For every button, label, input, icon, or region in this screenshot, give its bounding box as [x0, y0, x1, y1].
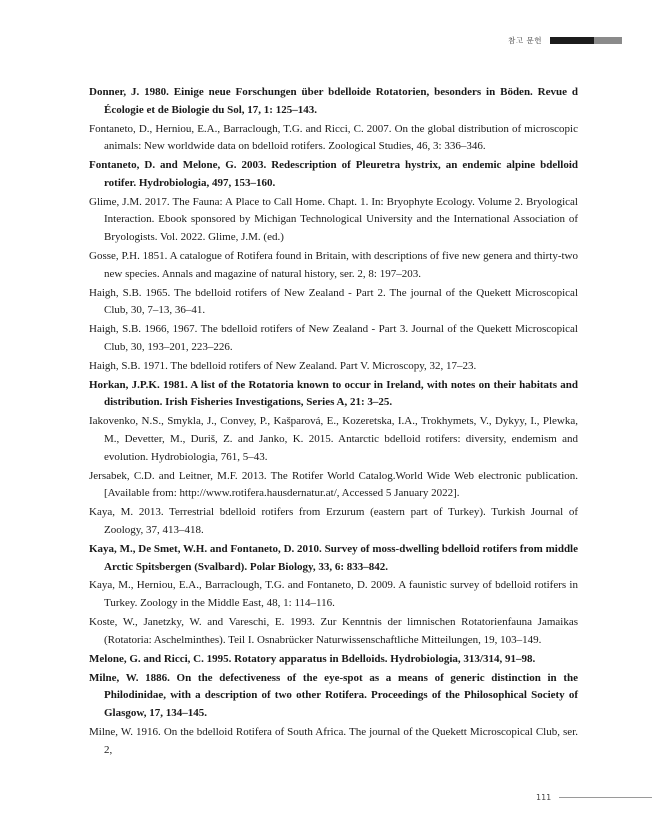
reference-item: Milne, W. 1916. On the bdelloid Rotifera of South Africa. The journal of the Quekett Microscopical Club, ser. 2, [89, 725, 578, 756]
reference-item: Fontaneto, D. and Melone, G. 2003. Redescription of Pleuretra hystrix, an endemic alpine bdelloid rotifer. Hydrobiologia, 497, 153–160. [89, 159, 578, 189]
reference-item: Jersabek, C.D. and Leitner, M.F. 2013. The Rotifer World Catalog.World Wide Web electronic publication. [Available from: http://www.rotifera.hausdernatur.at/, Accessed 5 January 2022]. [89, 469, 578, 500]
reference-list [89, 84, 578, 760]
header-bar-dark [550, 37, 594, 44]
footer-rule [559, 797, 652, 798]
reference-item: Donner, J. 1980. Einige neue Forschungen über bdelloide Rotatorien, besonders in Böden. Revue d Écologie et de Biologie du Sol, 17, 1: 125–143. [89, 86, 578, 116]
reference-item: Haigh, S.B. 1971. The bdelloid rotifers of New Zealand. Part V. Microscopy, 32, 17–23. [89, 359, 477, 372]
section-label: 참고 문헌 [508, 35, 542, 45]
reference-item: Fontaneto, D., Herniou, E.A., Barraclough, T.G. and Ricci, C. 2007. On the global distribution of microscopic animals: New worldwide data on bdelloid rotifers. Zoological Studies, 46, 3: 336–346. [89, 122, 578, 153]
reference-item: Horkan, J.P.K. 1981. A list of the Rotatoria known to occur in Ireland, with notes on their habitats and distribution. Irish Fisheries Investigations, Series A, 21: 3–25. [89, 378, 578, 409]
page-footer [536, 790, 652, 804]
reference-item: Gosse, P.H. 1851. A catalogue of Rotifera found in Britain, with descriptions of five new genera and thirty-two new species. Annals and magazine of natural history, ser. 2, 8: 197–203. [89, 250, 578, 280]
reference-item: Glime, J.M. 2017. The Fauna: A Place to Call Home. Chapt. 1. In: Bryophyte Ecology. Volume 2. Bryological Interaction. Ebook sponsored by Michigan Technological University and the International Association of Bryologists. Vol. 2022. Glime, J.M. (ed.) [89, 195, 578, 244]
reference-item: Haigh, S.B. 1965. The bdelloid rotifers of New Zealand - Part 2. The journal of the Quekett Microscopical Club, 30, 7–13, 36–41. [89, 286, 578, 317]
reference-item: Kaya, M. 2013. Terrestrial bdelloid rotifers from Erzurum (eastern part of Turkey). Turkish Journal of Zoology, 37, 413–418. [89, 506, 578, 536]
reference-item: Kaya, M., Herniou, E.A., Barraclough, T.G. and Fontaneto, D. 2009. A faunistic survey of bdelloid rotifers in Turkey. Zoology in the Middle East, 48, 1: 114–116. [89, 579, 578, 610]
reference-item: Koste, W., Janetzky, W. and Vareschi, E. 1993. Zur Kenntnis der limnischen Rotatorienfauna Jamaikas (Rotatoria: Aschelminthes). Teil I. Osnabrücker Naturwissenschaftliche Mitteilungen, 19, 103–149. [89, 616, 578, 646]
header-bar-light [594, 37, 622, 44]
reference-item: Melone, G. and Ricci, C. 1995. Rotatory apparatus in Bdelloids. Hydrobiologia, 313/314, 91–98. [89, 652, 536, 665]
reference-item: Iakovenko, N.S., Smykla, J., Convey, P., Kašparová, E., Kozeretska, I.A., Trokhymets, V., Dykyy, I., Plewka, M., Devetter, M., Duriš, Z. and Janko, K. 2015. Antarctic bdelloid rotifers: diversity, endemism and evolution. Hydrobiologia, 761, 5–43. [89, 415, 578, 463]
page-number: 111 [536, 792, 552, 802]
reference-item: Kaya, M., De Smet, W.H. and Fontaneto, D. 2010. Survey of moss-dwelling bdelloid rotifers from middle Arctic Spitsbergen (Svalbard). Polar Biology, 33, 6: 833–842. [89, 542, 578, 573]
reference-item: Haigh, S.B. 1966, 1967. The bdelloid rotifers of New Zealand - Part 3. Journal of the Quekett Microscopical Club, 30, 193–201, 223–226. [89, 323, 578, 353]
header-bar-decoration [550, 37, 622, 44]
running-header [508, 34, 622, 46]
reference-item: Milne, W. 1886. On the defectiveness of the eye-spot as a means of generic distinction in the Philodinidae, with a description of two other Rotifera. Proceedings of the Philosophical Society of Glasgow, 17, 134–145. [89, 671, 578, 719]
